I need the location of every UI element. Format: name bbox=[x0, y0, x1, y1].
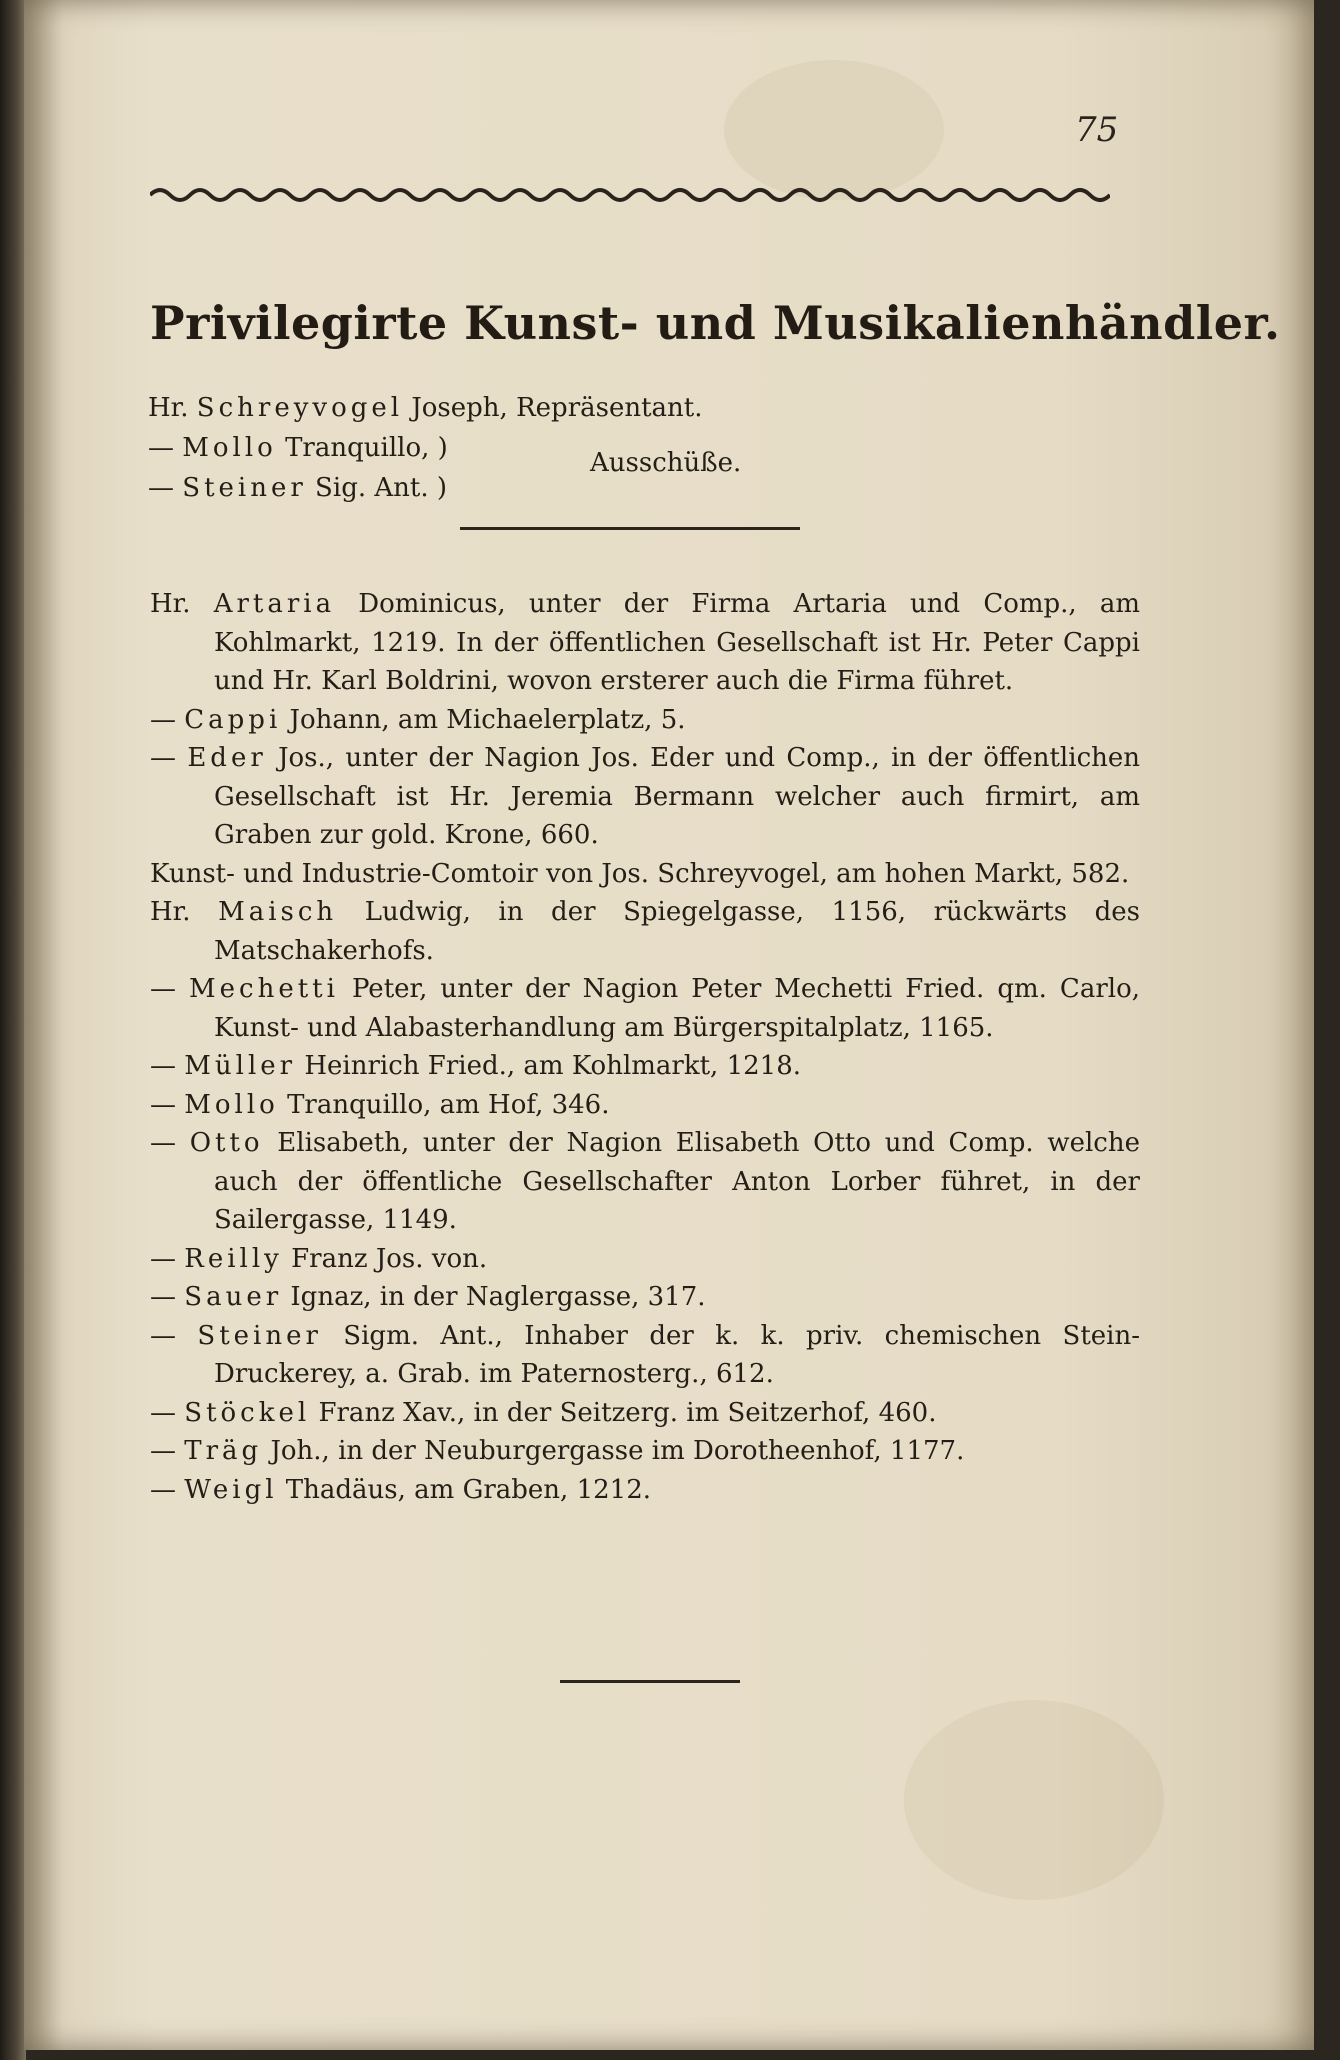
list-item bbox=[150, 1240, 1140, 1279]
entry-prefix: — bbox=[150, 1051, 176, 1081]
entry-prefix: — bbox=[150, 743, 176, 773]
entry-name: Mechetti bbox=[189, 974, 339, 1004]
entry-text: Peter, unter der Nagion Peter Mechetti Fried. qm. Carlo, Kunst- und Alabasterhandlung am Bürgerspitalplatz, 1165. bbox=[214, 974, 1140, 1043]
entry-name: Artaria bbox=[213, 589, 336, 619]
entry-prefix: Hr. bbox=[148, 393, 189, 423]
entry-text: Joseph, Repräsentant. bbox=[403, 393, 703, 423]
entry-name: Maisch bbox=[218, 897, 338, 927]
entry-prefix: — bbox=[150, 1243, 176, 1274]
dealer-list bbox=[150, 585, 1140, 1509]
list-item bbox=[150, 1278, 1140, 1317]
entry-text: Ludwig, in der Spiegelgasse, 1156, rückwärts des Matschakerhofs. bbox=[214, 897, 1140, 966]
entry-text: Heinrich Fried., am Kohlmarkt, 1218. bbox=[296, 1051, 802, 1081]
committee-list bbox=[148, 388, 1108, 508]
entry-text: Franz Jos. von. bbox=[282, 1243, 488, 1274]
divider-rule bbox=[460, 527, 800, 530]
entry-text: Tranquillo, am Hof, 346. bbox=[278, 1089, 610, 1120]
entry-prefix: — bbox=[150, 1397, 176, 1428]
entry-text: Joh., in der Neuburgergasse im Dorotheenhof, 1177. bbox=[262, 1436, 965, 1466]
entry-text: Thadäus, am Graben, 1212. bbox=[277, 1474, 652, 1505]
entry-text: Sig. Ant. ) bbox=[306, 473, 448, 503]
entry-prefix: — bbox=[150, 974, 176, 1004]
entry-prefix: — bbox=[150, 1282, 176, 1312]
entry-text: Tranquillo, ) bbox=[276, 433, 448, 463]
list-item bbox=[150, 1471, 1140, 1510]
entry-name: Steiner bbox=[197, 1320, 322, 1351]
entry-name: Mollo bbox=[184, 1089, 279, 1120]
list-item bbox=[150, 585, 1140, 701]
entry-prefix: — bbox=[150, 1089, 176, 1120]
paper-stain bbox=[724, 60, 944, 200]
entry-text: Dominicus, unter der Firma Artaria und Comp., am Kohlmarkt, 1219. In der öffentlichen Gesellschaft ist Hr. Peter Cappi und Hr. Karl Boldrini, wovon ersterer auch die Firma führet. bbox=[214, 589, 1141, 696]
entry-name: Reilly bbox=[184, 1243, 283, 1274]
entry-name: Sauer bbox=[184, 1282, 283, 1312]
list-item bbox=[150, 1394, 1140, 1433]
list-item bbox=[150, 739, 1140, 855]
entry-name: Steiner bbox=[182, 473, 307, 503]
entry-name: Eder bbox=[187, 743, 267, 773]
entry-text: Franz Xav., in der Seitzerg. im Seitzerhof, 460. bbox=[310, 1397, 937, 1428]
divider-rule bbox=[560, 1680, 740, 1683]
entry-name: Otto bbox=[189, 1128, 264, 1158]
list-item bbox=[150, 701, 1140, 740]
entry-text: Ignaz, in der Naglergasse, 317. bbox=[282, 1282, 706, 1312]
page-number: 75 bbox=[1075, 110, 1119, 150]
entry-name: Cappi bbox=[184, 704, 282, 735]
entry-text: Kunst- und Industrie-Comtoir von Jos. Schreyvogel, am hohen Markt, 582. bbox=[150, 858, 1130, 889]
entry-prefix: — bbox=[150, 704, 176, 735]
entry-name: Müller bbox=[184, 1051, 297, 1081]
entry-prefix: — bbox=[148, 473, 174, 503]
section-heading: Privilegirte Kunst- und Musikalienhändler. bbox=[150, 296, 1281, 350]
ornamental-rule bbox=[150, 180, 1110, 210]
list-item bbox=[150, 1124, 1140, 1240]
entry-prefix: — bbox=[150, 1474, 176, 1505]
entry-name: Mollo bbox=[182, 433, 277, 463]
entry-name: Träg bbox=[184, 1436, 263, 1466]
list-item bbox=[150, 893, 1140, 970]
entry-prefix: — bbox=[150, 1436, 176, 1466]
list-item bbox=[150, 970, 1140, 1047]
list-item bbox=[150, 1317, 1140, 1394]
committee-line bbox=[148, 388, 1108, 428]
list-item bbox=[150, 1432, 1140, 1471]
committee-note: Ausschüße. bbox=[590, 448, 742, 478]
list-item bbox=[150, 855, 1140, 894]
entry-text: Johann, am Michaelerplatz, 5. bbox=[281, 704, 686, 735]
entry-name: Weigl bbox=[184, 1474, 278, 1505]
entry-prefix: — bbox=[148, 433, 174, 463]
entry-text: Elisabeth, unter der Nagion Elisabeth Otto und Comp. welche auch der öffentliche Gesellschafter Anton Lorber führet, in der Sailergasse, 1149. bbox=[214, 1128, 1140, 1235]
list-item bbox=[150, 1086, 1140, 1125]
entry-name: Stöckel bbox=[184, 1397, 311, 1428]
entry-text: Sigm. Ant., Inhaber der k. k. priv. chemischen Stein-Druckerey, a. Grab. im Paternosterg., 612. bbox=[214, 1320, 1141, 1389]
entry-prefix: — bbox=[150, 1320, 176, 1351]
entry-prefix: Hr. bbox=[150, 589, 191, 619]
entry-text: Jos., unter der Nagion Jos. Eder und Comp., in der öffentlichen Gesellschaft ist Hr. Jeremia Bermann welcher auch firmirt, am Graben zur gold. Krone, 660. bbox=[214, 743, 1141, 850]
list-item bbox=[150, 1047, 1140, 1086]
entry-name: Schreyvogel bbox=[196, 393, 404, 423]
entry-prefix: Hr. bbox=[150, 897, 191, 927]
entry-prefix: — bbox=[150, 1128, 176, 1158]
book-spine bbox=[0, 0, 26, 2060]
paper-stain bbox=[904, 1700, 1164, 1900]
